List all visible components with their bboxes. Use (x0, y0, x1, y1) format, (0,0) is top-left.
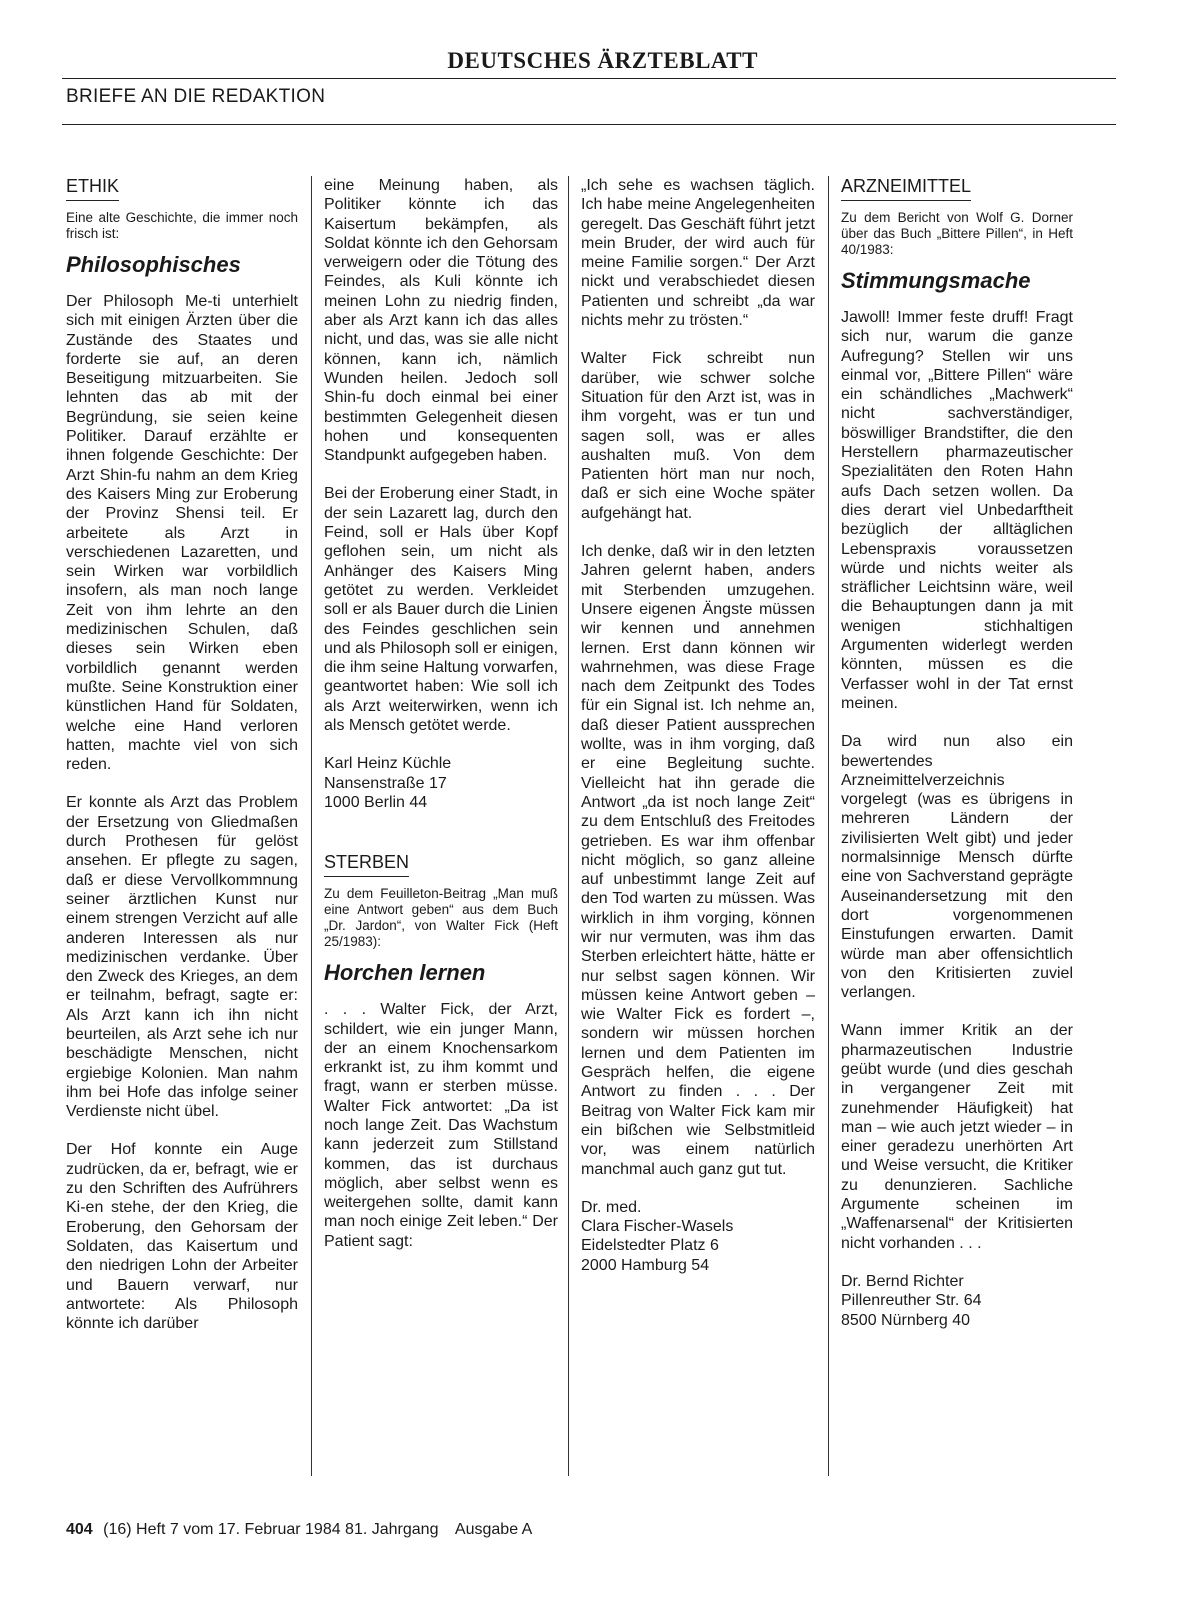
masthead-rule (62, 78, 1116, 79)
issue-info: (16) Heft 7 vom 17. Februar 1984 81. Jahrgang (103, 1521, 439, 1538)
paragraph: Der Philosoph Me-ti unterhielt sich mit einigen Ärzten über die Zustände des Staates und forderte sie auf, an deren Beseitigung mitzuarbeiten. Sie lehnten das ab mit der Begründung, sie seien keine Politiker. Darauf erzählte er ihnen folgende Geschichte: Der Arzt Shin-fu nahm an dem Krieg des Kaisers Ming zur Eroberung der Provinz Shensi teil. Er arbeitete als Arzt in verschiedenen Lazaretten, und sein Wirken war vorbildlich insofern, als man noch lange Zeit von ihm lehrte an den medizinischen Schulen, daß dieses sein Wirken eben vorbildlich genannt werden mußte. Seine Konstruktion einer künstlichen Hand für Soldaten, welche eine Hand verloren hatten, machte viel von sich reden. (66, 293, 298, 774)
author-city: 8500 Nürnberg 40 (841, 1311, 970, 1329)
intro-ethik: Eine alte Geschichte, die immer noch frisch ist: (66, 210, 298, 241)
author-street: Nansenstraße 17 (324, 774, 447, 792)
page-footer (66, 1521, 532, 1539)
rubric-arzneimittel: ARZNEIMITTEL (841, 176, 971, 201)
headline-stimmungsmache: Stimmungsmache (841, 268, 1031, 293)
intro-arzneimittel: Zu dem Bericht von Wolf G. Dorner über das Buch „Bittere Pillen“, in Heft 40/1983: (841, 210, 1073, 257)
paragraph: Ich denke, daß wir in den letzten Jahren gelernt haben, anders mit Sterbenden umzugehen. Unsere eigenen Ängste müssen wir kennen und annehmen lernen. Erst dann können wir wahrnehmen, was diese Frage nach dem Zeitpunkt des Todes für ein Signal ist. Ich nehme an, daß dieser Patient aussprechen wollte, was in ihm vorging, daß er eine Begleitung suchte. Vielleicht hat ihn gerade die Antwort „da ist noch lange Zeit“ zu dem Entschluß des Freitodes getrieben. Es war ihm offenbar nicht möglich, so ganz alleine auf unbestimmt lange Zeit auf den Tod warten zu müssen. Was wirklich in ihm vorging, können wir nur vermuten, was ihm das Sterben erleichtert hätte, hätte er nur selbst sagen können. Wir müssen keine Antwort geben – wie Walter Fick es fordert –, sondern wir müssen horchen lernen und dem Patienten im Gespräch helfen, die eigene Antwort zu finden . . . Der Beitrag von Walter Fick kam mir ein bißchen wie Selbstmitleid vor, was einem natürlich manchmal auch ganz gut tut. (581, 543, 815, 1178)
paragraph: Bei der Eroberung einer Stadt, in der sein Lazarett lag, durch den Feind, soll er Hals über Kopf geflohen sein, um nicht als Anhänger des Kaisers Ming getötet zu werden. Verkleidet soll er als Bauer durch die Linien des Feindes geschlichen sein und als Philosoph soll er einigen, die ihm seine Haltung vorwarfen, geantwortet haben: Wie soll ich als Arzt weiterwirken, wenn ich als Mensch getötet werde. (324, 485, 558, 735)
paragraph: „Ich sehe es wachsen täglich. Ich habe meine Angelegenheiten geregelt. Das Geschäft führt jetzt mein Bruder, der wird auch für meine Familie sorgen.“ Der Arzt nickt und verabschiedet diesen Patienten und schreibt „da war nichts mehr zu trösten.“ (581, 177, 815, 330)
author-city: 2000 Hamburg 54 (581, 1256, 710, 1274)
column-2 (324, 176, 558, 1486)
journal-title: DEUTSCHES ÄRZTEBLATT (447, 48, 758, 73)
rubric-ethik: ETHIK (66, 176, 119, 201)
page-number: 404 (66, 1521, 93, 1538)
author-city: 1000 Berlin 44 (324, 793, 428, 811)
masthead (62, 48, 1116, 76)
paragraph: Jawoll! Immer feste druff! Fragt sich nur, warum die ganze Aufregung? Stellen wir uns einmal vor, „Bittere Pillen“ wäre ein schändliches „Machwerk“ nicht sachverständiger, böswilliger Brandstifter, die den Herstellern pharmazeutischer Spezialitäten den Roten Hahn aufs Dach setzen wollen. Da dies derart viel Unbedarftheit bezüglich der alltäglichen Lebenspraxis voraussetzen würde und nichts weiter als sträflicher Leichtsinn wäre, weil die Behauptungen dann ja mit wenigen stichhaltigen Argumenten widerlegt werden könnten, müssen es die Verfasser wohl in der Tat ernst meinen. (841, 309, 1073, 712)
author-street: Eidelstedter Platz 6 (581, 1237, 719, 1255)
column-3 (581, 176, 815, 1486)
section-label: BRIEFE AN DIE REDAKTION (66, 86, 326, 107)
paragraph: Er konnte als Arzt das Problem der Ersetzung von Gliedmaßen durch Prothesen für gelöst ansehen. Er pflegte zu sagen, daß er diese Vervollkommnung seiner ärztlichen Kunst nur einem strengen Verzicht auf alle anderen Interessen als nur medizinischen verdanke. Über den Zweck des Krieges, an dem er teilnahm, befragt, sagte er: Als Arzt kann ich ihn nicht beurteilen, als Arzt sehe ich nur beschädigte Menschen, nicht ergiebige Kolonien. Man nahm ihm bei Hofe das infolge seiner Verdienste nicht übel. (66, 794, 298, 1121)
headline-horchen-lernen: Horchen lernen (324, 960, 486, 986)
paragraph: Walter Fick schreibt nun darüber, wie schwer solche Situation für den Arzt ist, was in ihm vorgeht, was er tun und sagen soll, was er alles aushalten muß. Von dem Patienten hört man nur noch, daß er sich eine Woche später aufgehängt hat. (581, 350, 815, 522)
column-1 (66, 176, 298, 1486)
edition-info: Ausgabe A (454, 1521, 533, 1538)
intro-sterben: Zu dem Feuilleton-Beitrag „Man muß eine Antwort geben“ aus dem Buch „Dr. Jardon“, von Walter Fick (Heft 25/1983): (324, 886, 558, 950)
paragraph: . . . Walter Fick, der Arzt, schildert, wie ein junger Mann, der an einem Knochensarkom erkrankt ist, zu ihm kommt und fragt, wann er sterben müsse. Walter Fick antwortet: „Da ist noch lange Zeit. Das Wachstum kann jederzeit zum Stillstand kommen, das ist durchaus möglich, aber selbst wenn es weitergehen sollte, damit kann man noch einige Zeit leben.“ Der Patient sagt: (324, 1001, 558, 1250)
column-divider (311, 176, 312, 1476)
section-rule (62, 124, 1116, 125)
author-name: Clara Fischer-Wasels (581, 1218, 734, 1236)
column-divider (568, 176, 569, 1476)
column-divider (828, 176, 829, 1476)
rubric-sterben: STERBEN (324, 852, 409, 877)
author-name: Dr. Bernd Richter (841, 1272, 964, 1290)
paragraph: eine Meinung haben, als Politiker könnte ich das Kaisertum bekämpfen, als Soldat könnte ich den Gehorsam verweigern oder die Tötung des Feindes, als Kuli könnte ich meinen Lohn zu niedrig finden, aber als Arzt kann ich das alles nicht, und das, was sie alle nicht können, kann ich, nämlich Wunden heilen. Jedoch soll Shin-fu doch einmal bei einer bestimmten Gelegenheit diesen hohen und konsequenten Standpunkt aufgegeben haben. (324, 177, 558, 465)
author-title: Dr. med. (581, 1198, 642, 1216)
author-address (324, 754, 558, 812)
column-4 (841, 176, 1073, 1486)
author-name: Karl Heinz Küchle (324, 755, 452, 773)
paragraph: Wann immer Kritik an der pharmazeutischen Industrie geübt wurde (und dies geschah in vergangener Zeit mit zunehmender Häufigkeit) hat man – wie auch jetzt wieder – in einer geradezu unerhörten Art und Weise versucht, die Kritiker zu denunzieren. Sachliche Argumente scheinen im „Waffenarsenal“ der Kritisierten nicht vorhanden . . . (841, 1022, 1073, 1252)
author-address (841, 1272, 1073, 1330)
paragraph: Da wird nun also ein bewertendes Arzneimittelverzeichnis vorgelegt (was es übrigens in mehreren Ländern der zivilisierten Welt gibt) und jeder normalsinnige Mensch dürfte eine von Sachverstand geprägte Auseinandersetzung mit den dort vorgenommenen Einstufungen erwarten. Damit würde man aber offensichtlich von den Kritisierten zuviel verlangen. (841, 733, 1073, 1002)
author-address (581, 1198, 815, 1275)
headline-philosophisches: Philosophisches (66, 252, 241, 277)
author-street: Pillenreuther Str. 64 (841, 1292, 982, 1310)
paragraph: Der Hof konnte ein Auge zudrücken, da er, befragt, wie er zu den Schriften des Aufrührers Ki-en stehe, der den Krieg, die Eroberung, den Gehorsam der Soldaten, das Kaisertum und den niedrigen Lohn der Arbeiter und Bauern verwarf, nur antwortete: Als Philosoph könnte ich darüber (66, 1141, 298, 1333)
